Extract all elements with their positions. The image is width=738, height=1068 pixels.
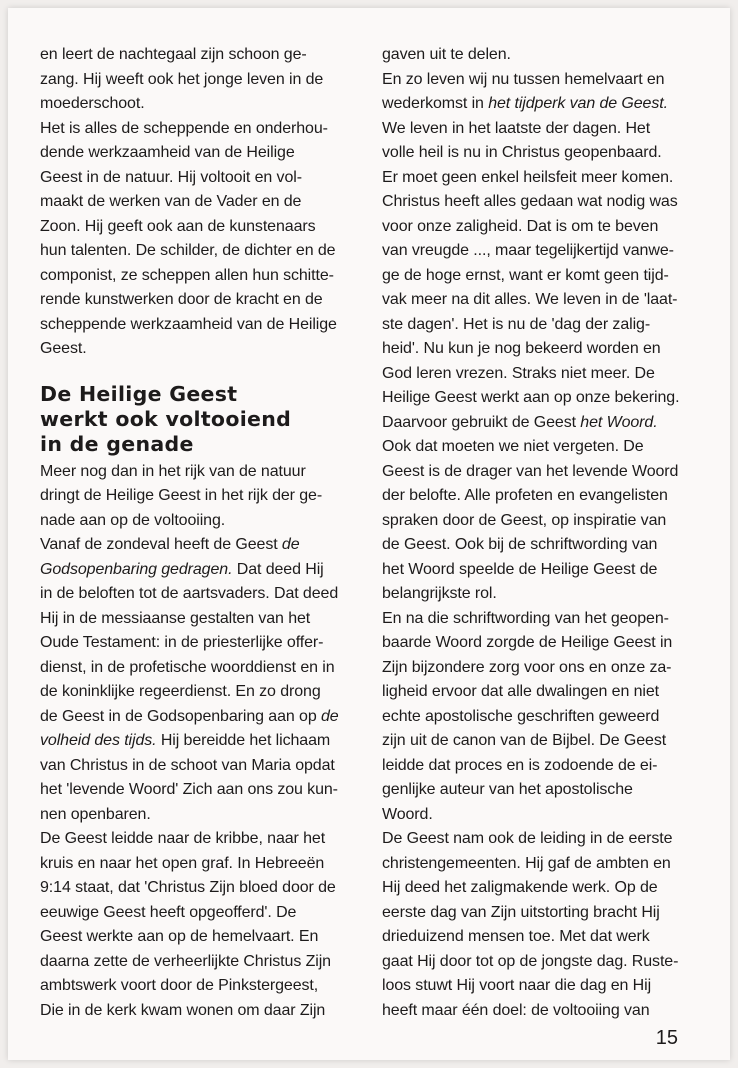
emphasis: de [320,707,339,725]
text-line: drieduizend mensen toe. Met dat werk [382,928,650,945]
paragraph [40,117,355,362]
text-line: moederschoot. [40,95,145,112]
text-line: Er moet geen enkel heilsfeit meer komen. [382,168,674,186]
page-number: 15 [655,1027,678,1049]
text-line: scheppende werkzaamheid van de Heilige [40,315,337,333]
text-line: voor onze zaligheid. Dat is om te beven [382,217,659,235]
text-line: componist, ze scheppen allen hun schitte- [40,266,334,284]
text-line: dende werkzaamheid van de Heilige [40,144,295,161]
text-line: in de beloften tot de aartsvaders. Dat deed [40,585,339,602]
text-line: gaat Hij door tot op de jongste dag. Ruste- [382,952,679,970]
text-run: Daarvoor gebruikt de Geest [382,413,581,431]
text-line: Geest in de natuur. Hij voltooit en vol- [40,168,302,186]
text-line: het 'levende Woord' Zich aan ons zou kun- [40,781,338,798]
paragraph [382,827,697,1023]
text-line: 9:14 staat, dat 'Christus Zijn bloed door de [40,879,336,896]
heading-line: in de genade [40,431,194,456]
text-line: dienst, in de profetische woorddienst en in [40,658,335,676]
text-line: Geest. [40,340,87,357]
text-line: Hij deed het zaligmakende werk. Op de [382,879,658,896]
right-column [382,43,697,1023]
text-line: het Woord speelde de Heilige Geest de [382,560,658,578]
text-line: belangrijkste rol. [382,585,497,602]
text-line: eerste dag van Zijn uitstorting bracht Hij [382,903,660,921]
text-line: dringt de Heilige Geest in het rijk der ge- [40,487,323,504]
text-line: Zijn bijzondere zorg voor ons en onze za- [382,658,672,676]
text-line: ligheid ervoor dat alle dwalingen en niet [382,683,659,700]
text-line: Geest werkte aan op de hemelvaart. En [40,928,319,945]
text-line: van Christus in de schoot van Maria opdat [40,756,335,774]
text-run: Vanaf de zondeval heeft de Geest [40,536,282,553]
text-line: volle heil is nu in Christus geopenbaard. [382,144,662,161]
emphasis: het Woord. [580,413,658,431]
text-line: gaven uit te delen. [382,46,511,63]
text-line: ambtswerk voort door de Pinkstergeest, [40,977,319,994]
text-line: loos stuwt Hij voort naar die dag en Hij [382,977,652,994]
text-line: der belofte. Alle profeten en evangelisten [382,487,668,504]
text-line: van vreugde ..., maar tegelijkertijd vanwe- [382,242,674,259]
section-heading [40,382,355,457]
text-line: Meer nog dan in het rijk van de natuur [40,462,306,480]
text-line: christengemeenten. Hij gaf de ambten en [382,854,671,872]
text-line [382,411,697,436]
text-line: Woord. [382,805,433,823]
emphasis: het tijdperk van de Geest. [488,95,668,112]
heading-line: De Heilige Geest [40,381,238,406]
text-line: Geest is de drager van het levende Woord [382,462,679,480]
paragraph [40,43,355,117]
left-column [40,43,355,1023]
text-line: heid'. Nu kun je nog bekeerd worden en [382,340,661,357]
text-line: God leren vrezen. Straks niet meer. De [382,364,655,382]
paragraph [382,607,697,828]
text-line: echte apostolische geschriften geweerd [382,707,660,725]
text-line: ste dagen'. Het is nu de 'dag der zalig- [382,315,651,333]
text-line: de Geest. Ook bij de schriftwording van [382,536,658,553]
paragraph [382,435,697,607]
text-line [40,533,355,558]
paragraph [382,68,697,436]
paragraph [40,827,355,1023]
text-line: genlijke auteur van het apostolische [382,781,633,798]
text-line: nen openbaren. [40,805,151,823]
page [8,8,730,1060]
text-line: kruis en naar het open graf. In Hebreeën [40,854,325,872]
text-line: En zo leven wij nu tussen hemelvaart en [382,70,665,88]
text-line: rende kunstwerken door de kracht en de [40,291,323,308]
text-line [40,705,355,730]
text-run: wederkomst in [382,95,489,112]
heading-line: werkt ook voltooiend [40,406,292,431]
paragraph [382,43,697,68]
text-line: Ook dat moeten we niet vergeten. De [382,438,644,455]
emphasis: de [281,536,300,553]
text-line: Zoon. Hij geeft ook aan de kunstenaars [40,217,316,235]
text-line: Christus heeft alles gedaan wat nodig was [382,193,678,210]
text-line: Het is alles de scheppende en onderhou- [40,119,328,137]
text-line: eeuwige Geest heeft opgeofferd'. De [40,903,297,921]
text-line [382,92,697,117]
text-line: vak meer na dit alles. We leven in de 'laat- [382,291,678,308]
text-line: We leven in het laatste der dagen. Het [382,119,651,137]
text-line: nade aan op de voltooiing. [40,511,226,529]
text-line: leidde dat proces en is zodoende de ei- [382,756,658,774]
emphasis: volheid des tijds. [40,732,157,749]
text-line: De Geest leidde naar de kribbe, naar het [40,830,326,847]
text-run: Dat deed Hij [232,560,324,578]
text-line: En na die schriftwording van het geopen- [382,609,669,627]
text-line: heeft maar één doel: de voltooiing van [382,1001,650,1019]
text-line: en leert de nachtegaal zijn schoon ge- [40,46,307,63]
text-line: Die in de kerk kwam wonen om daar Zijn [40,1001,326,1019]
text-line: hun talenten. De schilder, de dichter en de [40,242,336,259]
text-line: baarde Woord zorgde de Heilige Geest in [382,634,673,651]
paragraph [40,460,355,534]
text-line [40,729,355,754]
text-line [40,558,355,583]
text-line: Heilige Geest werkt aan op onze bekering. [382,389,680,406]
text-line: spraken door de Geest, op inspiratie van [382,511,667,529]
text-line: daarna zette de verheerlijkte Christus Zijn [40,952,331,970]
paragraph [40,533,355,827]
text-line: zang. Hij weeft ook het jonge leven in de [40,70,324,88]
text-line: maakt de werken van de Vader en de [40,193,302,210]
text-line: de koninklijke regeerdienst. En zo drong [40,683,321,700]
emphasis: Godsopenbaring gedragen. [40,560,233,578]
text-line: Hij in de messiaanse gestalten van het [40,609,311,627]
text-line: zijn uit de canon van de Bijbel. De Geest [382,732,667,749]
text-line: De Geest nam ook de leiding in de eerste [382,830,673,847]
text-line: ge de hoge ernst, want er komt geen tijd- [382,266,669,284]
text-run: Hij bereidde het lichaam [156,732,331,749]
text-run: de Geest in de Godsopenbaring aan op [40,707,321,725]
text-line: Oude Testament: in de priesterlijke offer- [40,634,324,651]
